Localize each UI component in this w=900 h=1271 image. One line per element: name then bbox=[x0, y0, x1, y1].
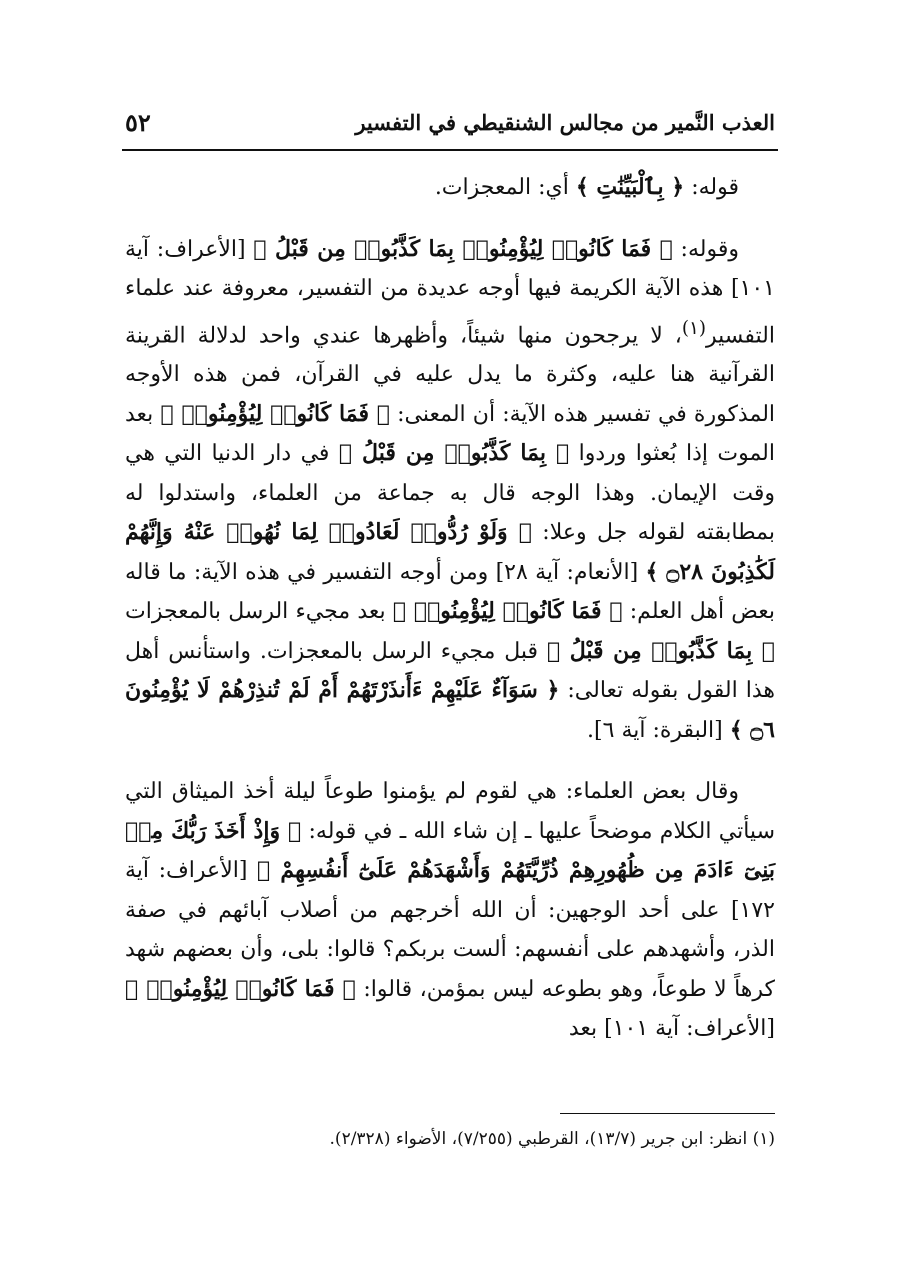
text-run: ، لا يرجحون منها شيئاً، وأظهرها عندي واحد لدلالة القرينة القرآنية هنا عليه، وكثرة ما يدل عليه في القرآن، فمن هذه الأوجه المذكورة في تفسير هذه الآية: أن المعنى: bbox=[125, 322, 776, 427]
quran-quote: ﴿ بِمَا كَذَّبُوا۟ مِن قَبْلُ ﴾ bbox=[338, 440, 570, 467]
paragraph bbox=[125, 772, 775, 1049]
quran-quote: ﴿ فَمَا كَانُوا۟ لِيُؤْمِنُوا۟ ﴾ bbox=[392, 598, 623, 625]
quran-quote: ﴿ بِمَا كَذَّبُوا۟ مِن قَبْلُ ﴾ bbox=[546, 637, 775, 664]
quran-quote: ﴿ فَمَا كَانُوا۟ لِيُؤْمِنُوا۟ ﴾ bbox=[125, 975, 356, 1002]
footnote-marker: (١) bbox=[681, 317, 706, 339]
quran-quote: ﴿ بِٱلْبَيِّنَٰتِ ﴾ bbox=[575, 174, 685, 200]
running-header bbox=[125, 108, 775, 137]
text-run: قوله: bbox=[684, 175, 739, 200]
quran-quote: ﴿ وَلَوْ رُدُّوا۟ لَعَادُوا۟ لِمَا نُهُوا۟ عَنْهُ وَإِنَّهُمْ لَكَٰذِبُونَ ۝٢٨ ﴾ bbox=[125, 519, 775, 585]
text-run: [الأنعام: آية ٢٨] ومن أوجه التفسير في هذه الآية: ما قاله بعض أهل العلم: bbox=[125, 559, 775, 625]
text-run: [البقرة: آية ٦]. bbox=[587, 717, 730, 743]
text-run: وقوله: bbox=[672, 236, 739, 262]
text-run: قبل مجيء الرسل بالمعجزات. واستأنس أهل هذا القول بقوله تعالى: bbox=[125, 638, 775, 704]
text-run: بعد مجيء الرسل بالمعجزات bbox=[125, 599, 393, 625]
quran-quote: ﴿ فَمَا كَانُوا۟ لِيُؤْمِنُوا۟ ﴾ bbox=[160, 400, 390, 427]
text-run: وقال بعض العلماء: هي لقوم لم يؤمنوا طوعاً ليلة أخذ الميثاق التي سيأتي الكلام موضحاً عليها ـ إن شاء الله ـ في قوله: bbox=[125, 779, 775, 844]
text-run: بعد الموت إذا بُعثوا وردوا bbox=[125, 401, 775, 467]
running-title: العذب النَّمير من مجالس الشنقيطي في التفسير bbox=[355, 110, 775, 135]
text-run: [الأعراف: آية ١٠١] بعد bbox=[568, 1016, 775, 1042]
main-text bbox=[125, 168, 775, 1049]
text-run: [الأعراف: آية ١٠١] هذه الآية الكريمة فيها أوجه عديدة من التفسير، معروفة عند علماء التفسير bbox=[125, 236, 775, 348]
footnote: (١) انظر: ابن جرير (١٣/٧)، القرطبي (٧/٢٥٥)، الأضواء (٢/٣٢٨). bbox=[329, 1129, 775, 1149]
text-run: [الأعراف: آية ١٧٢] على أحد الوجهين: أن الله أخرجهم من أصلاب آبائهم في صفة الذر، وأشهدهم على أنفسهم: ألست بربكم؟ قالوا: بلى، وأن بعضهم شهد كرهاً لا طوعاً، وهو بطوعه ليس بمؤمن، قالوا: bbox=[125, 858, 776, 1002]
quran-quote: ﴿ وَإِذْ أَخَذَ رَبُّكَ مِنۢ بَنِىٓ ءَادَمَ مِن ظُهُورِهِمْ ذُرِّيَّتَهُمْ وَأَشْهَدَهُمْ عَلَىٰٓ أَنفُسِهِمْ ﴾ bbox=[125, 817, 775, 884]
quran-quote: ﴿ فَمَا كَانُوا۟ لِيُؤْمِنُوا۟ بِمَا كَذَّبُوا۟ مِن قَبْلُ ﴾ bbox=[253, 235, 673, 262]
paragraph bbox=[125, 168, 775, 208]
page-number: ٥٢ bbox=[125, 108, 151, 137]
header-rule bbox=[122, 149, 778, 151]
text-run: في دار الدنيا التي هي وقت الإيمان. وهذا الوجه قال به جماعة من العلماء، واستدلوا له بمطابقته لقوله جل وعلا: bbox=[125, 441, 775, 546]
paragraph bbox=[125, 230, 775, 751]
footnote-separator bbox=[560, 1113, 775, 1114]
quran-quote: ﴿ سَوَآءٌ عَلَيْهِمْ ءَأَنذَرْتَهُمْ أَمْ لَمْ تُنذِرْهُمْ لَا يُؤْمِنُونَ ۝٦ ﴾ bbox=[125, 677, 775, 743]
text-run: أي: المعجزات. bbox=[434, 175, 576, 200]
